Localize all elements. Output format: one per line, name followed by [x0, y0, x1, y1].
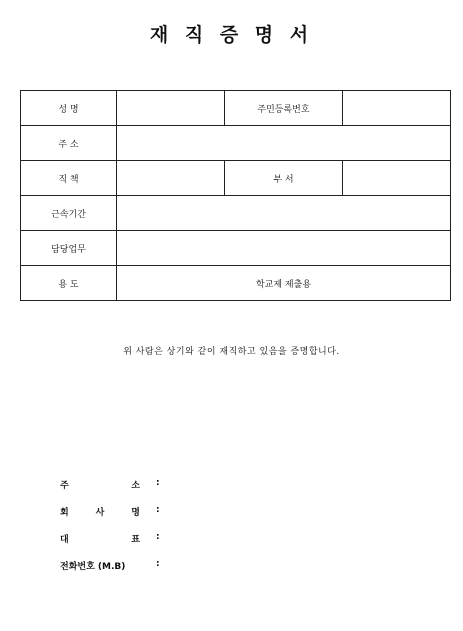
purpose-value: 학교제 제출용	[117, 266, 451, 301]
issuer-company-row	[60, 505, 280, 532]
table-row-tenure	[21, 196, 451, 231]
purpose-label: 용 도	[21, 266, 117, 301]
employment-info-table	[20, 90, 451, 301]
issuer-address-label: 주 소	[60, 481, 140, 491]
name-label: 성 명	[21, 91, 117, 126]
duties-label: 담당업무	[21, 231, 117, 266]
issuer-phone-row	[60, 559, 280, 586]
tenure-value	[117, 196, 451, 231]
colon: :	[156, 505, 160, 515]
table-row-position	[21, 161, 451, 196]
document-title: 재 직 증 명 서	[149, 24, 314, 46]
issuer-address-row	[60, 478, 280, 505]
position-label: 직 책	[21, 161, 117, 196]
name-value	[117, 91, 225, 126]
tenure-label: 근속기간	[21, 196, 117, 231]
table-row-duties	[21, 231, 451, 266]
table-row-name	[21, 91, 451, 126]
issuer-ceo-label: 대 표	[60, 535, 140, 545]
issuer-phone-label: 전화번호 (M.B)	[60, 562, 126, 572]
address-value	[117, 126, 451, 161]
department-label: 부 서	[225, 161, 343, 196]
table-row-purpose	[21, 266, 451, 301]
certification-statement: 위 사람은 상기와 같이 재직하고 있음을 증명합니다.	[123, 347, 340, 357]
table-row-address	[21, 126, 451, 161]
resident-number-label: 주민등록번호	[225, 91, 343, 126]
colon: :	[156, 559, 160, 569]
address-label: 주 소	[21, 126, 117, 161]
issuer-company-label: 회 사 명	[60, 508, 140, 518]
issuer-block	[60, 478, 280, 586]
position-value	[117, 161, 225, 196]
duties-value	[117, 231, 451, 266]
department-value	[343, 161, 451, 196]
issuer-ceo-row	[60, 532, 280, 559]
colon: :	[156, 532, 160, 542]
colon: :	[156, 478, 160, 488]
resident-number-value	[343, 91, 451, 126]
